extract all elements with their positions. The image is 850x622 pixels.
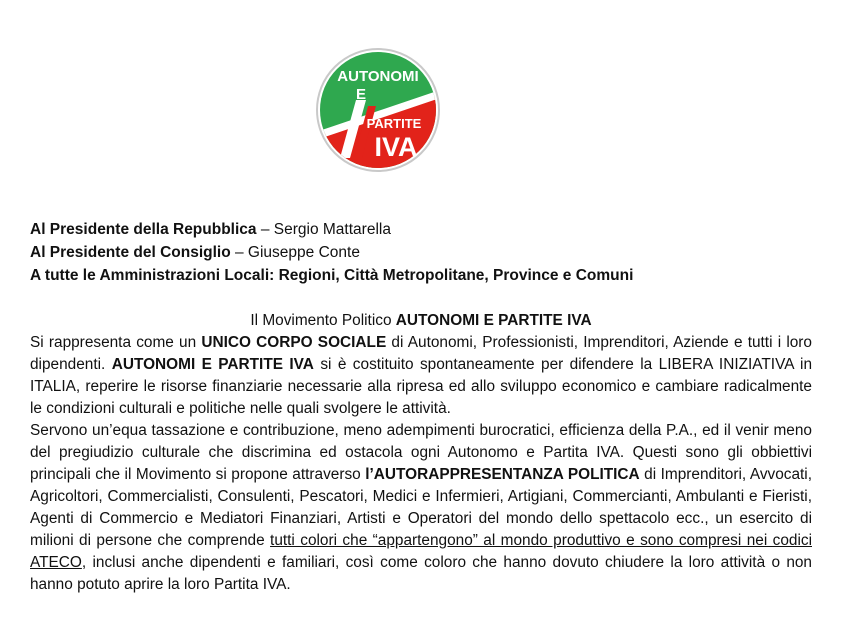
addressee-local: A tutte le Amministrazioni Locali: Regioni, Città Metropolitane, Province e Comuni: [30, 267, 634, 284]
logo-line4: IVA: [374, 132, 418, 162]
logo-line2: E: [355, 86, 367, 103]
party-logo: [316, 40, 440, 180]
logo-line1: AUTONOMI: [337, 68, 419, 85]
addressee-block: [30, 218, 830, 287]
paragraph-1: Si rappresenta come un UNICO CORPO SOCIALE di Autonomi, Professionisti, Imprenditori, Aziende e tutti i loro dipendenti. AUTONOMI E PARTITE IVA si è costituito spontaneamente per difendere la LIBERA INIZIATIVA in ITALIA, reperire le risorse finanziarie necessarie alla ripresa ed allo sviluppo economico e cambiare radicalmente le condizioni culturali e politiche nelle quali svolgere le attività.: [30, 334, 812, 417]
addressee-council: Al Presidente del Consiglio – Giuseppe Conte: [30, 244, 360, 261]
paragraph-2: Servono un’equa tassazione e contribuzione, meno adempimenti burocratici, efficienza della P.A., ed il venir meno del pregiudizio culturale che discrimina ed ostacola ogni Autonomo e Partita IVA. Questi sono gli obbiettivi principali che il Movimento si propone attraverso l’AUTORAPPRESENTANZA POLITICA di Imprenditori, Avvocati, Agricoltori, Commercialisti, Consulenti, Pescatori, Medici e Infermieri, Artigiani, Commercianti, Ambulanti e Fieristi, Agenti di Commercio e Mediatori Finanziari, Artisti e Operatori del mondo dello spettacolo ecc., un esercito di milioni di persone che comprende tutti colori che “appartengono” al mondo produttivo e sono compresi nei codici ATECO, inclusi anche dipendenti e familiari, così come coloro che hanno dovuto chiudere la loro attività o non hanno potuto aprire la loro Partita IVA.: [30, 422, 812, 593]
addressee-president: Al Presidente della Repubblica – Sergio Mattarella: [30, 221, 391, 238]
letter-heading: Il Movimento Politico AUTONOMI E PARTITE IVA: [250, 312, 592, 329]
logo-line3: PARTITE: [366, 116, 422, 131]
letter-body: [30, 310, 812, 596]
